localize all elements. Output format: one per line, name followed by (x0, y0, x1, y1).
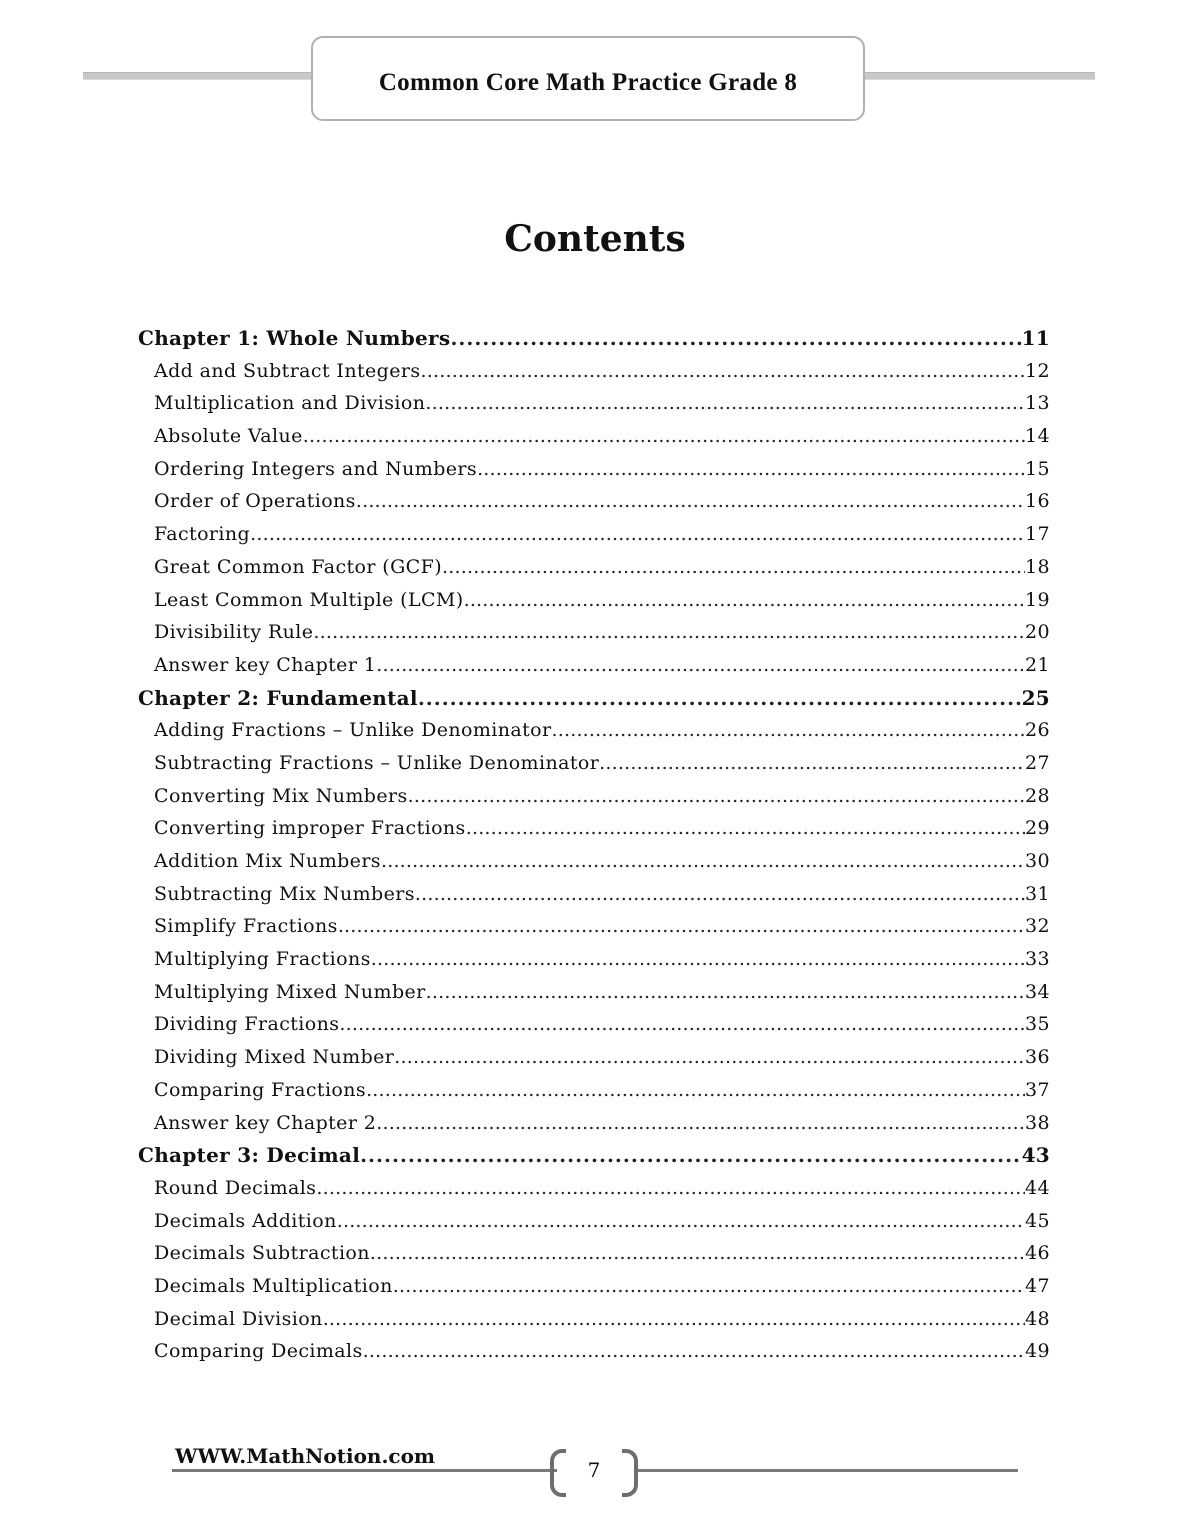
toc-entry-label: Divisibility Rule (154, 621, 314, 644)
toc-entry-label: Add and Subtract Integers (154, 359, 421, 382)
toc-section-row[interactable] (138, 976, 1050, 1009)
toc-page-number: 12 (1025, 359, 1050, 382)
toc-page-number: 44 (1025, 1176, 1050, 1199)
toc-entry-label: Converting Mix Numbers (154, 784, 408, 807)
toc-section-row[interactable] (138, 1172, 1050, 1205)
toc-page-number: 26 (1025, 719, 1050, 742)
toc-page-number: 48 (1025, 1307, 1050, 1330)
toc-chapter-row[interactable] (138, 1139, 1050, 1172)
footer-website: WWW.MathNotion.com (175, 1444, 436, 1468)
toc-dot-leader (370, 1237, 1025, 1270)
toc-entry-label: Ordering Integers and Numbers (154, 457, 478, 480)
toc-page-number: 29 (1025, 817, 1050, 840)
toc-section-row[interactable] (138, 878, 1050, 911)
toc-page-number: 17 (1025, 523, 1050, 546)
toc-page-number: 38 (1025, 1111, 1050, 1134)
toc-entry-label: Comparing Fractions (154, 1078, 367, 1101)
toc-section-row[interactable] (138, 910, 1050, 943)
toc-section-row[interactable] (138, 1041, 1050, 1074)
toc-entry-label: Comparing Decimals (154, 1340, 363, 1363)
toc-entry-label: Addition Mix Numbers (154, 850, 381, 872)
header-box (311, 36, 865, 121)
toc-dot-leader (599, 747, 1025, 780)
toc-dot-leader (408, 780, 1025, 813)
toc-dot-leader (477, 453, 1025, 486)
toc-entry-label: Subtracting Fractions – Unlike Denominator (154, 751, 600, 774)
toc-section-row[interactable] (138, 943, 1050, 976)
toc-section-row[interactable] (138, 714, 1050, 747)
toc-page-number: 49 (1025, 1340, 1050, 1363)
toc-page-number: 11 (1021, 326, 1050, 350)
toc-section-row[interactable] (138, 584, 1050, 617)
toc-page-number: 13 (1025, 392, 1050, 415)
toc-entry-label: Great Common Factor (GCF) (154, 555, 443, 578)
toc-dot-leader (393, 1270, 1025, 1303)
footer-rule-right (636, 1469, 1018, 1472)
toc-page-number: 21 (1025, 653, 1050, 676)
toc-section-row[interactable] (138, 747, 1050, 780)
book-title: Common Core Math Practice Grade 8 (378, 68, 798, 96)
toc-page-number: 15 (1025, 457, 1050, 480)
toc-entry-label: Decimals Subtraction (154, 1242, 370, 1265)
toc-page-number: 16 (1025, 490, 1050, 513)
toc-dot-leader (464, 584, 1025, 617)
toc-page-number: 19 (1025, 588, 1050, 611)
toc-page-number: 14 (1025, 425, 1050, 448)
page-title: Contents (504, 218, 686, 260)
toc-section-row[interactable] (138, 1335, 1050, 1368)
toc-entry-label: Answer key Chapter 2 (154, 1111, 377, 1134)
toc-section-row[interactable] (138, 1107, 1050, 1140)
toc-page-number: 46 (1025, 1242, 1050, 1265)
toc-entry-label: Dividing Fractions (154, 1013, 340, 1036)
toc-entry-label: Decimal Division (154, 1307, 323, 1330)
header-rule-right (862, 72, 1095, 80)
toc-dot-leader (339, 1008, 1025, 1041)
toc-chapter-row[interactable] (138, 682, 1050, 715)
left-brace-icon (550, 1449, 566, 1497)
toc-section-row[interactable] (138, 355, 1050, 388)
right-brace-icon (622, 1449, 638, 1497)
toc-section-row[interactable] (138, 1205, 1050, 1238)
toc-dot-leader (363, 1335, 1025, 1368)
toc-dot-leader (356, 485, 1025, 518)
toc-section-row[interactable] (138, 518, 1050, 551)
toc-section-row[interactable] (138, 551, 1050, 584)
toc-entry-label: Decimals Addition (154, 1209, 337, 1232)
toc-entry-label: Multiplication and Division (154, 392, 426, 415)
toc-section-row[interactable] (138, 485, 1050, 518)
toc-section-row[interactable] (138, 616, 1050, 649)
toc-dot-leader (415, 878, 1025, 911)
toc-page-number: 36 (1025, 1046, 1050, 1069)
header-rule-left (83, 72, 313, 80)
toc-entry-label: Converting improper Fractions (154, 817, 466, 840)
toc-section-row[interactable] (138, 1008, 1050, 1041)
toc-dot-leader (442, 551, 1025, 584)
toc-dot-leader (466, 812, 1025, 845)
toc-entry-label: Order of Operations (154, 490, 356, 513)
toc-dot-leader (376, 1107, 1025, 1140)
toc-entry-label: Round Decimals (154, 1176, 317, 1199)
toc-dot-leader (450, 322, 1021, 355)
toc-entry-label: Dividing Mixed Number (154, 1046, 395, 1069)
toc-entry-label: Multiplying Mixed Number (154, 980, 426, 1003)
toc-page-number: 18 (1025, 555, 1050, 578)
toc-entry-label: Subtracting Mix Numbers (154, 882, 415, 905)
toc-section-row[interactable] (138, 649, 1050, 682)
toc-page-number: 32 (1025, 915, 1050, 938)
toc-page-number: 47 (1025, 1274, 1050, 1297)
toc-section-row[interactable] (138, 1074, 1050, 1107)
toc-page-number: 43 (1021, 1143, 1050, 1168)
toc-section-row[interactable] (138, 387, 1050, 420)
toc-entry-label: Chapter 2: Fundamental (138, 685, 418, 710)
toc-entry-label: Decimals Multiplication (154, 1274, 393, 1297)
toc-page-number: 28 (1025, 784, 1050, 807)
toc-chapter-row[interactable] (138, 322, 1050, 355)
toc-page-number: 25 (1021, 685, 1050, 710)
toc-dot-leader (421, 355, 1026, 388)
toc-dot-leader (323, 1303, 1025, 1336)
page-number: 7 (587, 1458, 601, 1482)
toc-dot-leader (394, 1041, 1025, 1074)
toc-section-row[interactable] (138, 453, 1050, 486)
toc-page-number: 35 (1025, 1013, 1050, 1036)
toc-page-number: 33 (1025, 948, 1050, 971)
toc-page-number: 20 (1025, 621, 1050, 644)
toc-section-row[interactable] (138, 1270, 1050, 1303)
toc-dot-leader (337, 1205, 1025, 1238)
toc-entry-label: Factoring (154, 523, 251, 546)
toc-dot-leader (360, 1139, 1021, 1172)
toc-dot-leader (316, 1172, 1025, 1205)
toc-dot-leader (250, 518, 1025, 551)
toc-entry-label: Answer key Chapter 1 (154, 653, 377, 676)
toc-dot-leader (338, 910, 1025, 943)
toc-page-number: 37 (1025, 1078, 1050, 1101)
toc-section-row[interactable] (138, 845, 1050, 878)
toc-page-number: 27 (1025, 751, 1050, 774)
toc-section-row[interactable] (138, 420, 1050, 453)
toc-dot-leader (371, 943, 1025, 976)
toc-dot-leader (313, 616, 1025, 649)
toc-entry-label: Multiplying Fractions (154, 948, 371, 971)
toc-dot-leader (376, 649, 1025, 682)
toc-entry-label: Least Common Multiple (LCM) (154, 588, 464, 611)
table-of-contents (138, 322, 1050, 1368)
toc-dot-leader (418, 682, 1022, 715)
toc-section-row[interactable] (138, 1303, 1050, 1336)
footer-rule-left (172, 1469, 557, 1472)
toc-section-row[interactable] (138, 780, 1050, 813)
toc-entry-label: Adding Fractions – Unlike Denominator (154, 719, 552, 742)
toc-dot-leader (366, 1074, 1025, 1107)
toc-page-number: 31 (1025, 882, 1050, 905)
toc-page-number: 34 (1025, 980, 1050, 1003)
toc-entry-label: Chapter 3: Decimal (138, 1143, 361, 1168)
toc-page-number: 45 (1025, 1209, 1050, 1232)
toc-entry-label: Simplify Fractions (154, 915, 338, 938)
toc-section-row[interactable] (138, 1237, 1050, 1270)
toc-dot-leader (425, 387, 1025, 420)
toc-entry-label: Absolute Value (154, 425, 303, 448)
toc-section-row[interactable] (138, 812, 1050, 845)
toc-dot-leader (381, 845, 1025, 878)
toc-dot-leader (551, 714, 1025, 747)
toc-dot-leader (303, 420, 1025, 453)
toc-page-number: 30 (1025, 850, 1050, 872)
toc-entry-label: Chapter 1: Whole Numbers (138, 326, 451, 350)
toc-dot-leader (426, 976, 1025, 1009)
